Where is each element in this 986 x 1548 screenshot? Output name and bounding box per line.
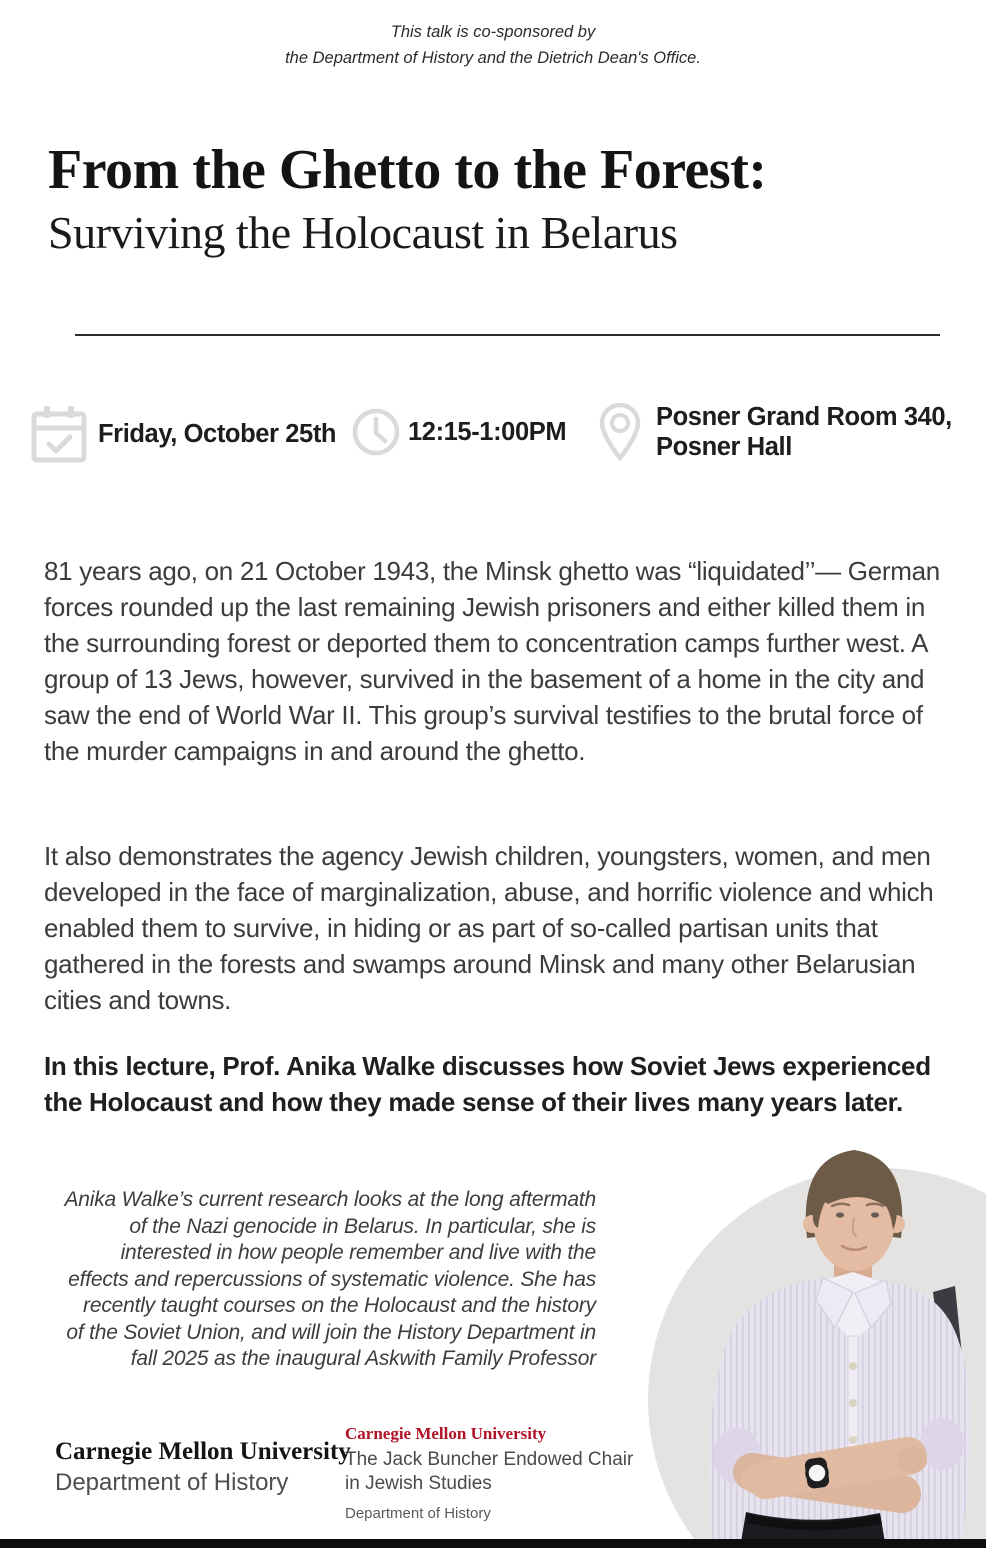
cmu-history-logo <box>55 1438 351 1497</box>
lecture-highlight-paragraph: In this lecture, Prof. Anika Walke discusses how Soviet Jews experienced the Holocaust and how they made sense of their lives many years later. <box>44 1051 931 1117</box>
bottom-edge-bar <box>0 1539 986 1548</box>
buncher-chair-line1: The Jack Buncher Endowed Chair <box>345 1449 634 1470</box>
sponsor-note <box>0 20 986 71</box>
body-paragraph-2: It also demonstrates the agency Jewish children, youngsters, women, and men developed in the face of marginalization, abuse, and horrific violence and which enabled them to survive, in hiding or as part of so-called partisan units that gathered in the forests and swamps around Minsk and many other Belarusian cities and towns. <box>44 841 934 1015</box>
title-main: From the Ghetto to the Forest: <box>48 139 767 201</box>
title-subtitle: Surviving the Holocaust in Belarus <box>48 207 678 259</box>
clock-icon <box>352 408 400 456</box>
page-title <box>48 140 948 259</box>
event-location-line2: Posner Hall <box>656 433 792 461</box>
event-location-label <box>656 402 952 462</box>
history-dept-label: Department of History <box>55 1469 289 1496</box>
history-dept-small-label: Department of History <box>345 1504 491 1522</box>
event-details <box>0 402 986 472</box>
event-location-line1: Posner Grand Room 340, <box>656 403 952 431</box>
body-paragraph-1: 81 years ago, on 21 October 1943, the Minsk ghetto was “liquidated’’— German forces rounded up the last remaining Jewish prisoners and either killed them in the surrounding forest or deported them to concentration camps further west. A group of 13 Jews, however, survived in the basement of a home in the city and saw the end of World War II. This group’s survival testifies to the brutal force of the murder campaigns in and around the ghetto. <box>44 556 940 766</box>
buncher-chair-line2: in Jewish Studies <box>345 1473 492 1495</box>
speaker-photo <box>640 1140 986 1548</box>
event-location <box>598 402 952 462</box>
event-time <box>352 408 566 456</box>
sponsor-note-line1: This talk is co-sponsored by <box>390 23 596 41</box>
cmu-red-wordmark: Carnegie Mellon University <box>345 1424 547 1443</box>
event-date <box>28 402 336 466</box>
calendar-check-icon <box>28 402 90 466</box>
event-date-label: Friday, October 25th <box>98 419 337 448</box>
cmu-buncher-chair-logo <box>345 1424 633 1522</box>
event-time-label: 12:15-1:00PM <box>408 417 567 446</box>
location-pin-icon <box>598 403 642 461</box>
speaker-bio: Anika Walke’s current research looks at the long aftermath of the Nazi genocide in Belarus. In particular, she is interested in how people remember and live with the effects and repercussions of systematic violence. She has recently taught courses on the Holocaust and the history of the Soviet Union, and will join the History Department in fall 2025 as the inaugural Askwith Family Professor <box>64 1188 596 1370</box>
sponsor-note-line2: the Department of History and the Dietrich Dean's Office. <box>285 48 701 67</box>
cmu-wordmark: Carnegie Mellon University <box>55 1438 351 1465</box>
divider <box>75 334 940 336</box>
